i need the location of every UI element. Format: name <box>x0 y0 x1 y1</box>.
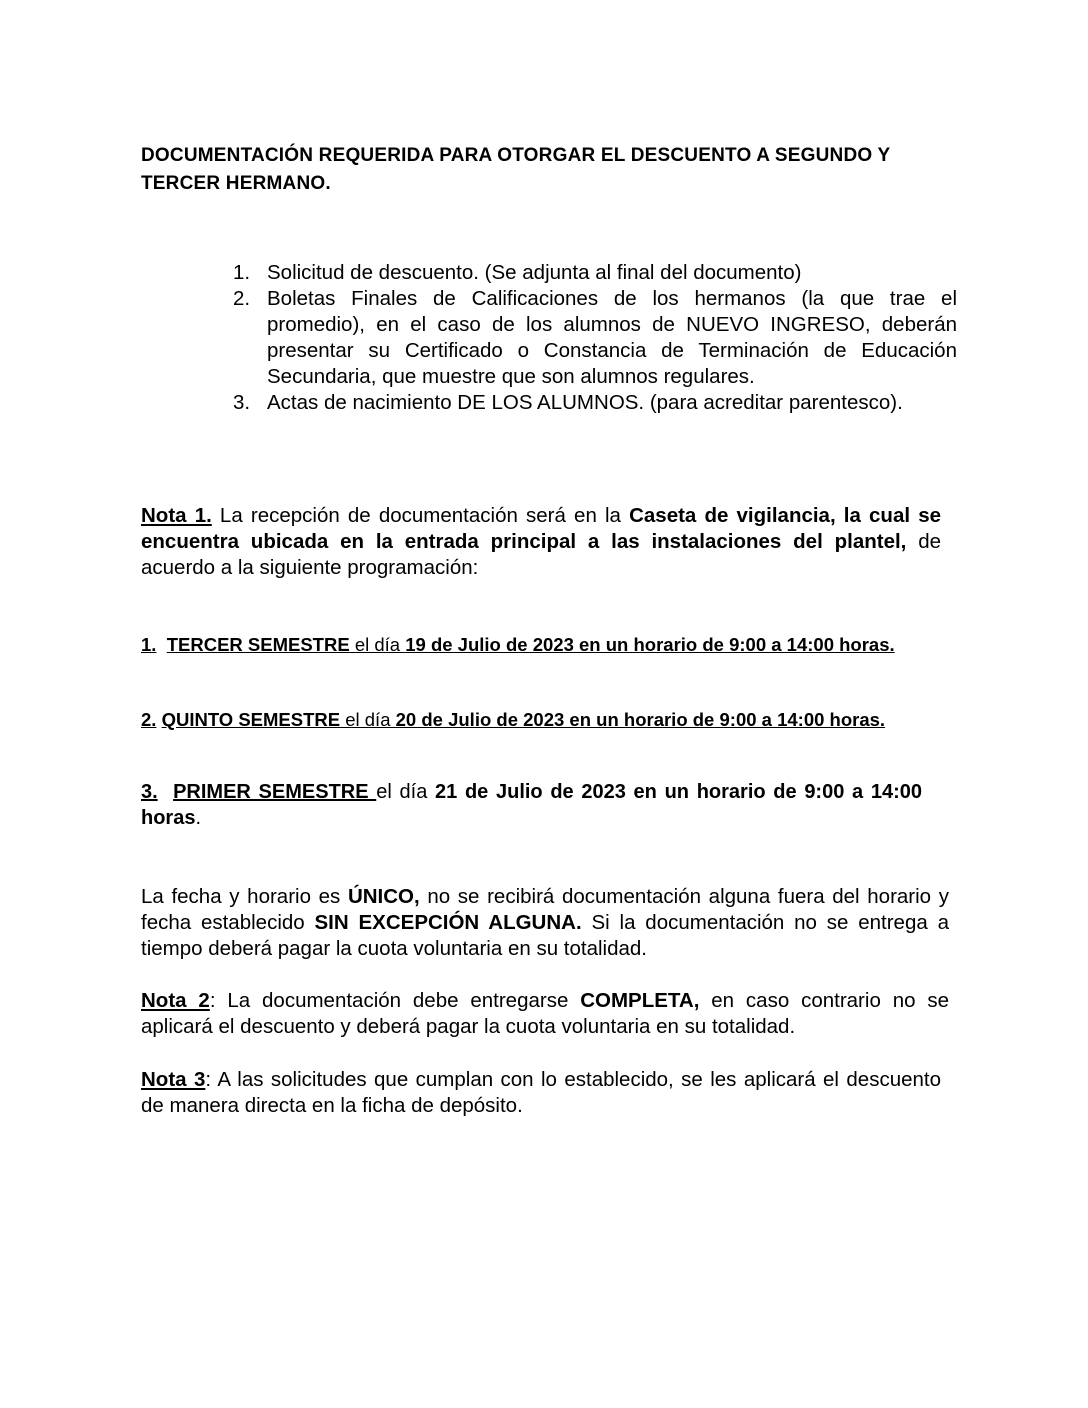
nota-3-label: Nota 3 <box>141 1068 206 1091</box>
unico-text-1: La fecha y horario es <box>141 885 348 908</box>
schedule-end: . <box>195 807 202 829</box>
schedule-semester: PRIMER SEMESTRE <box>173 781 377 803</box>
schedule-day-label: el día <box>349 634 406 655</box>
schedule-number: 3. <box>141 781 158 803</box>
schedule-item-3 <box>141 779 922 831</box>
nota-2-paragraph <box>141 988 949 1040</box>
list-number: 1. <box>233 261 251 284</box>
list-number: 3. <box>233 391 251 414</box>
nota-1-paragraph <box>141 503 941 581</box>
nota-2-text-2: en caso contrario no se aplicará el descuento y deberá pagar la cuota voluntaria en su totalidad. <box>141 989 949 1038</box>
schedule-number: 2. <box>141 709 157 730</box>
schedule-detail: 20 de Julio de 2023 en un horario de 9:00 a 14:00 horas. <box>395 709 886 730</box>
nota-2-bold: COMPLETA, <box>580 989 700 1012</box>
nota-3-text: : A las solicitudes que cumplan con lo establecido, se les aplicará el descuento de manera directa en la ficha de depósito. <box>141 1068 941 1117</box>
schedule-semester: TERCER SEMESTRE <box>166 634 350 655</box>
nota-1-text: La recepción de documentación será en la <box>211 504 630 527</box>
schedule-detail: 19 de Julio de 2023 en un horario de 9:00 a 14:00 horas. <box>405 634 895 655</box>
unico-paragraph <box>141 884 949 962</box>
nota-3-paragraph <box>141 1067 941 1119</box>
list-item <box>233 260 957 286</box>
list-item-text: Solicitud de descuento. (Se adjunta al final del documento) <box>267 261 802 284</box>
schedule-day-label: el día <box>340 709 396 730</box>
list-item <box>233 286 957 390</box>
list-item <box>233 390 957 416</box>
nota-2-text-1: : La documentación debe entregarse <box>209 989 581 1012</box>
list-item-text: Boletas Finales de Calificaciones de los hermanos (la que trae el promedio), en el caso de los alumnos de NUEVO INGRESO, deberán presentar su Certificado o Constancia de Terminación de Educación Secundaria, que muestre que son alumnos regulares. <box>267 287 957 388</box>
schedule-item-2 <box>141 707 922 733</box>
schedule-number: 1. <box>141 634 157 655</box>
unico-bold-1: ÚNICO, <box>347 885 420 908</box>
document-title: DOCUMENTACIÓN REQUERIDA PARA OTORGAR EL DESCUENTO A SEGUNDO Y TERCER HERMANO. <box>141 145 891 194</box>
unico-text-3: Si la documentación no se entrega a tiempo deberá pagar la cuota voluntaria en su totalidad. <box>141 911 949 960</box>
nota-1-location: Caseta de vigilancia, la cual se encuentra ubicada en la entrada principal a las instalaciones del plantel, <box>141 504 941 553</box>
requirements-list <box>233 260 957 416</box>
unico-text-2: no se recibirá documentación alguna fuera del horario y fecha establecido <box>141 885 949 934</box>
nota-2-label: Nota 2 <box>141 989 210 1012</box>
nota-1-label: Nota 1. <box>141 504 212 527</box>
list-number: 2. <box>233 287 251 310</box>
schedule-semester: QUINTO SEMESTRE <box>161 709 341 730</box>
nota-1-text-end: de acuerdo a la siguiente programación: <box>141 530 942 579</box>
schedule-item-1 <box>141 632 922 658</box>
list-item-text: Actas de nacimiento DE LOS ALUMNOS. (para acreditar parentesco). <box>267 391 903 414</box>
schedule-day-label: el día <box>376 781 436 803</box>
schedule-detail: 21 de Julio de 2023 en un horario de 9:00 a 14:00 horas <box>141 781 922 829</box>
unico-bold-2: SIN EXCEPCIÓN ALGUNA. <box>314 911 582 934</box>
